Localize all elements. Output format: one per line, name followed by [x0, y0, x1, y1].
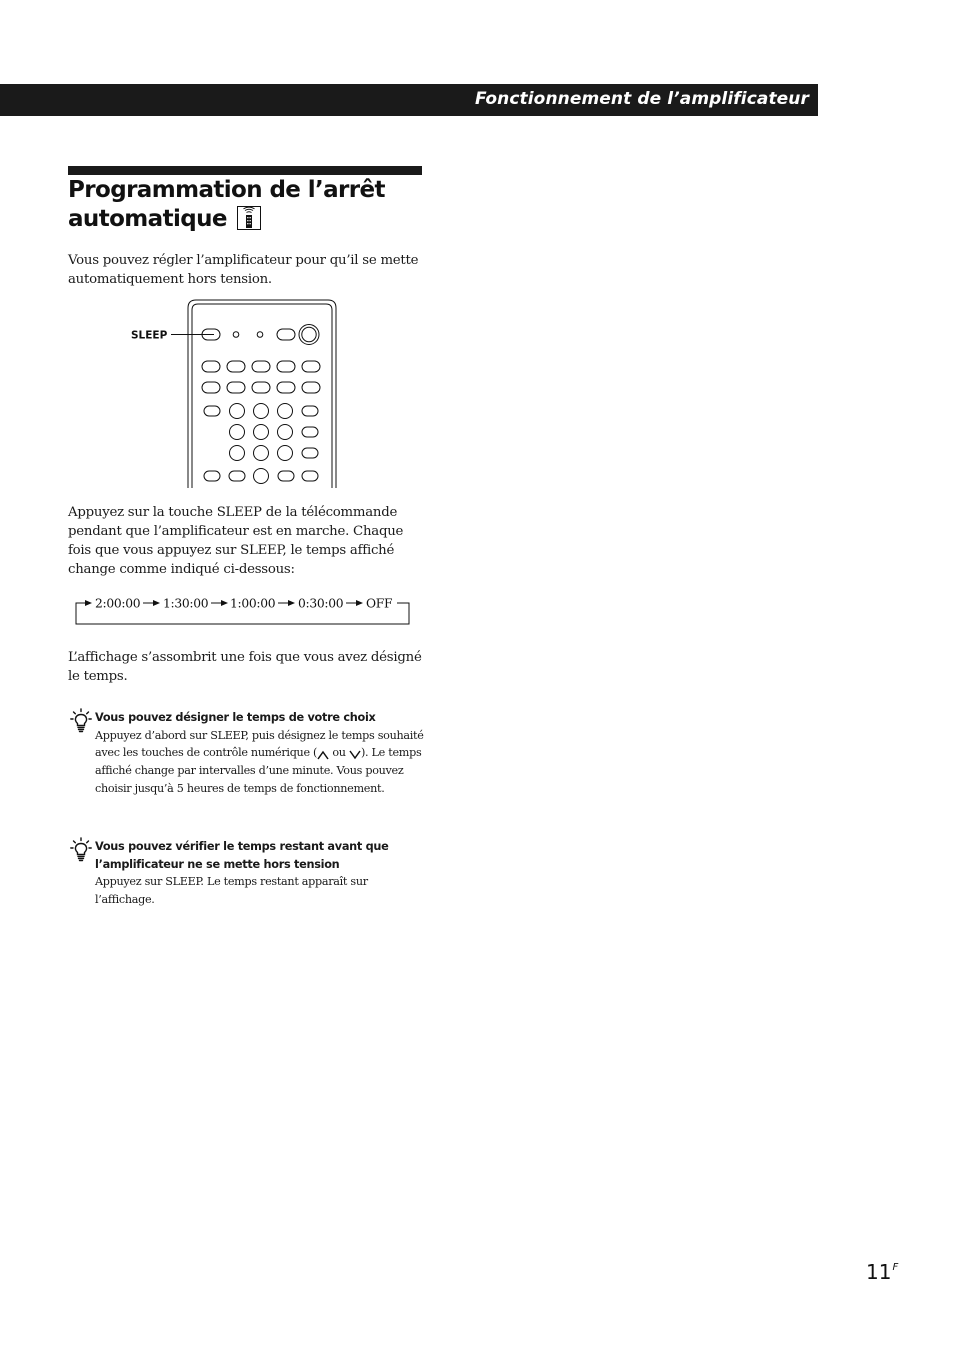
tip-block-2	[70, 838, 430, 909]
tip-1-body	[95, 727, 430, 798]
tip-1-body-start: Appuyez d’abord sur SLEEP, puis désignez le temps souhaité avec les touches de contrôle numérique (	[95, 728, 424, 760]
sequence-step-3: 1:00:00	[230, 596, 276, 611]
sequence-step-2: 1:30:00	[163, 596, 209, 611]
sleep-time-sequence	[70, 592, 415, 630]
remote-control-illustration	[125, 298, 340, 490]
instruction-paragraph: Appuyez sur la touche SLEEP de la télécommande pendant que l’amplificateur est en marche. Chaque fois que vous appuyez sur SLEEP, le temps affiché change comme indiqué ci-dessous:	[68, 505, 404, 577]
page-number	[866, 1260, 898, 1284]
section-header-title: Fonctionnement de l’amplificateur	[474, 89, 809, 109]
lightbulb-icon	[70, 837, 92, 863]
tip-1-body-or: ou	[329, 746, 349, 760]
tip-block-1	[70, 709, 430, 798]
chevron-up-icon	[317, 748, 329, 758]
remote-control-icon	[237, 206, 261, 230]
chevron-down-icon	[349, 748, 361, 758]
sleep-button-label: SLEEP	[131, 329, 168, 342]
page-number-value: 11	[866, 1260, 892, 1284]
tip-1-body-end: ). Le temps affiché change par intervalles d’une minute. Vous pouvez choisir jusqu’à 5 heures de temps de fonctionnement.	[95, 746, 422, 795]
intro-paragraph: Vous pouvez régler l’amplificateur pour qu’il se mette automatiquement hors tension.	[68, 253, 419, 287]
page-title-line2: automatique	[68, 206, 227, 232]
tip-2-title: Vous pouvez vérifier le temps restant avant que l’amplificateur ne se mette hors tension	[95, 840, 389, 871]
page-title-line1: Programmation de l’arrêt	[68, 177, 385, 203]
sequence-step-1: 2:00:00	[95, 596, 141, 611]
tip-2-body: Appuyez sur SLEEP. Le temps restant apparaît sur l’affichage.	[95, 875, 368, 906]
section-header-bar	[0, 84, 818, 116]
tip-1-title: Vous pouvez désigner le temps de votre choix	[95, 711, 376, 724]
note-paragraph: L’affichage s’assombrit une fois que vous avez désigné le temps.	[68, 650, 422, 684]
lightbulb-icon	[70, 708, 92, 734]
sequence-step-4: 0:30:00	[298, 596, 344, 611]
title-rule	[68, 166, 422, 175]
page-title	[68, 176, 428, 234]
sequence-step-5: OFF	[366, 596, 393, 611]
page-number-suffix: F	[892, 1262, 899, 1273]
